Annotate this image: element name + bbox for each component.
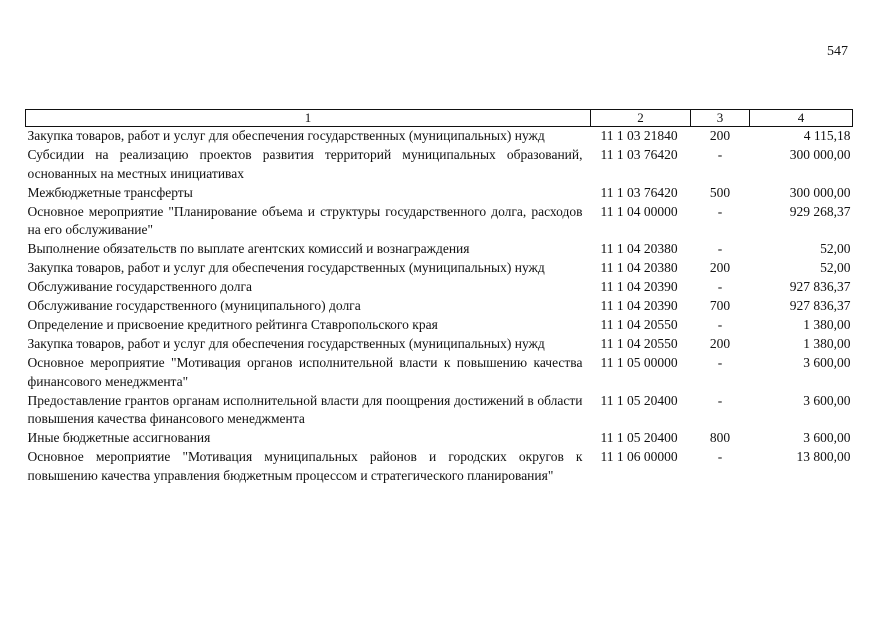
row-kind: - (717, 449, 723, 465)
budget-table (25, 109, 853, 486)
row-kind: - (717, 392, 723, 408)
row-sum: 13 800,00 (796, 449, 851, 465)
table-row (26, 448, 853, 486)
row-kind: - (717, 317, 723, 333)
row-name: Выполнение обязательств по выплате агентских комиссий и вознаграждения (27, 241, 470, 257)
row-sum: 1 380,00 (803, 336, 851, 352)
row-code: 11 1 06 00000 (600, 449, 678, 465)
row-sum: 3 600,00 (803, 355, 851, 371)
row-name: Субсидии на реализацию проектов развития территорий муниципальных образований, основанных на местных инициативах (27, 146, 583, 181)
row-code: 11 1 04 20380 (600, 260, 678, 276)
table-body (26, 127, 853, 486)
header-row (26, 110, 853, 127)
row-kind: 200 (709, 260, 731, 276)
row-code: 11 1 05 20400 (600, 392, 678, 408)
row-kind: 200 (709, 336, 731, 352)
table-row (26, 240, 853, 259)
row-code: 11 1 04 20390 (600, 279, 678, 295)
table-row (26, 127, 853, 146)
table-row (26, 297, 853, 316)
header-col-4: 4 (750, 110, 853, 127)
row-sum: 300 000,00 (789, 146, 851, 162)
row-sum: 1 380,00 (803, 317, 851, 333)
row-code: 11 1 03 76420 (600, 146, 678, 162)
table-header (26, 110, 853, 127)
row-kind: 500 (709, 184, 731, 200)
row-code: 11 1 04 20380 (600, 241, 678, 257)
header-col-1: 1 (26, 110, 591, 127)
row-sum: 3 600,00 (803, 392, 851, 408)
row-kind: - (717, 355, 723, 371)
header-col-2: 2 (591, 110, 691, 127)
table-row (26, 316, 853, 335)
table-row (26, 392, 853, 430)
row-sum: 929 268,37 (789, 203, 851, 219)
row-name: Определение и присвоение кредитного рейтинга Ставропольского края (27, 317, 438, 333)
row-code: 11 1 04 20550 (600, 317, 678, 333)
row-name: Обслуживание государственного (муниципального) долга (27, 298, 361, 314)
row-sum: 927 836,37 (789, 298, 851, 314)
table-row (26, 429, 853, 448)
row-name: Межбюджетные трансферты (27, 184, 193, 200)
row-name: Закупка товаров, работ и услуг для обеспечения государственных (муниципальных) нужд (27, 336, 545, 352)
table-row (26, 184, 853, 203)
row-kind: - (717, 279, 723, 295)
row-kind: 700 (709, 298, 731, 314)
table-row (26, 278, 853, 297)
table-row (26, 259, 853, 278)
row-code: 11 1 03 76420 (600, 184, 678, 200)
row-code: 11 1 05 20400 (600, 430, 678, 446)
row-sum: 4 115,18 (803, 128, 851, 143)
row-sum: 52,00 (820, 241, 851, 257)
table-row (26, 354, 853, 392)
row-code: 11 1 03 21840 (600, 128, 678, 143)
row-code: 11 1 04 00000 (600, 203, 678, 219)
row-name: Иные бюджетные ассигнования (27, 430, 211, 446)
row-kind: - (717, 203, 723, 219)
table-row (26, 146, 853, 184)
row-sum: 927 836,37 (789, 279, 851, 295)
row-name: Закупка товаров, работ и услуг для обеспечения государственных (муниципальных) нужд (27, 260, 545, 276)
row-sum: 3 600,00 (803, 430, 851, 446)
page-number: 547 (827, 44, 848, 59)
row-kind: 800 (709, 430, 731, 446)
row-kind: - (717, 241, 723, 257)
row-name: Основное мероприятие "Мотивация муниципальных районов и городских округов к повышению качества управления бюджетным процессом и стратегического планирования" (27, 449, 583, 483)
row-name: Основное мероприятие "Мотивация органов исполнительной власти к повышению качества финансового менеджмента" (27, 355, 583, 389)
row-name: Обслуживание государственного долга (27, 279, 252, 295)
header-col-3: 3 (691, 110, 750, 127)
row-name: Предоставление грантов органам исполнительной власти для поощрения достижений в области повышения качества финансового менеджмента (27, 392, 583, 427)
table-row (26, 335, 853, 354)
row-name: Основное мероприятие "Планирование объема и структуры государственного долга, расходов на его обслуживание" (27, 203, 583, 238)
row-code: 11 1 04 20390 (600, 298, 678, 314)
row-name: Закупка товаров, работ и услуг для обеспечения государственных (муниципальных) нужд (27, 128, 545, 143)
row-kind: 200 (709, 128, 731, 143)
row-kind: - (717, 146, 723, 162)
table-row (26, 203, 853, 241)
row-code: 11 1 04 20550 (600, 336, 678, 352)
row-sum: 52,00 (820, 260, 851, 276)
row-code: 11 1 05 00000 (600, 355, 678, 371)
row-sum: 300 000,00 (789, 184, 851, 200)
